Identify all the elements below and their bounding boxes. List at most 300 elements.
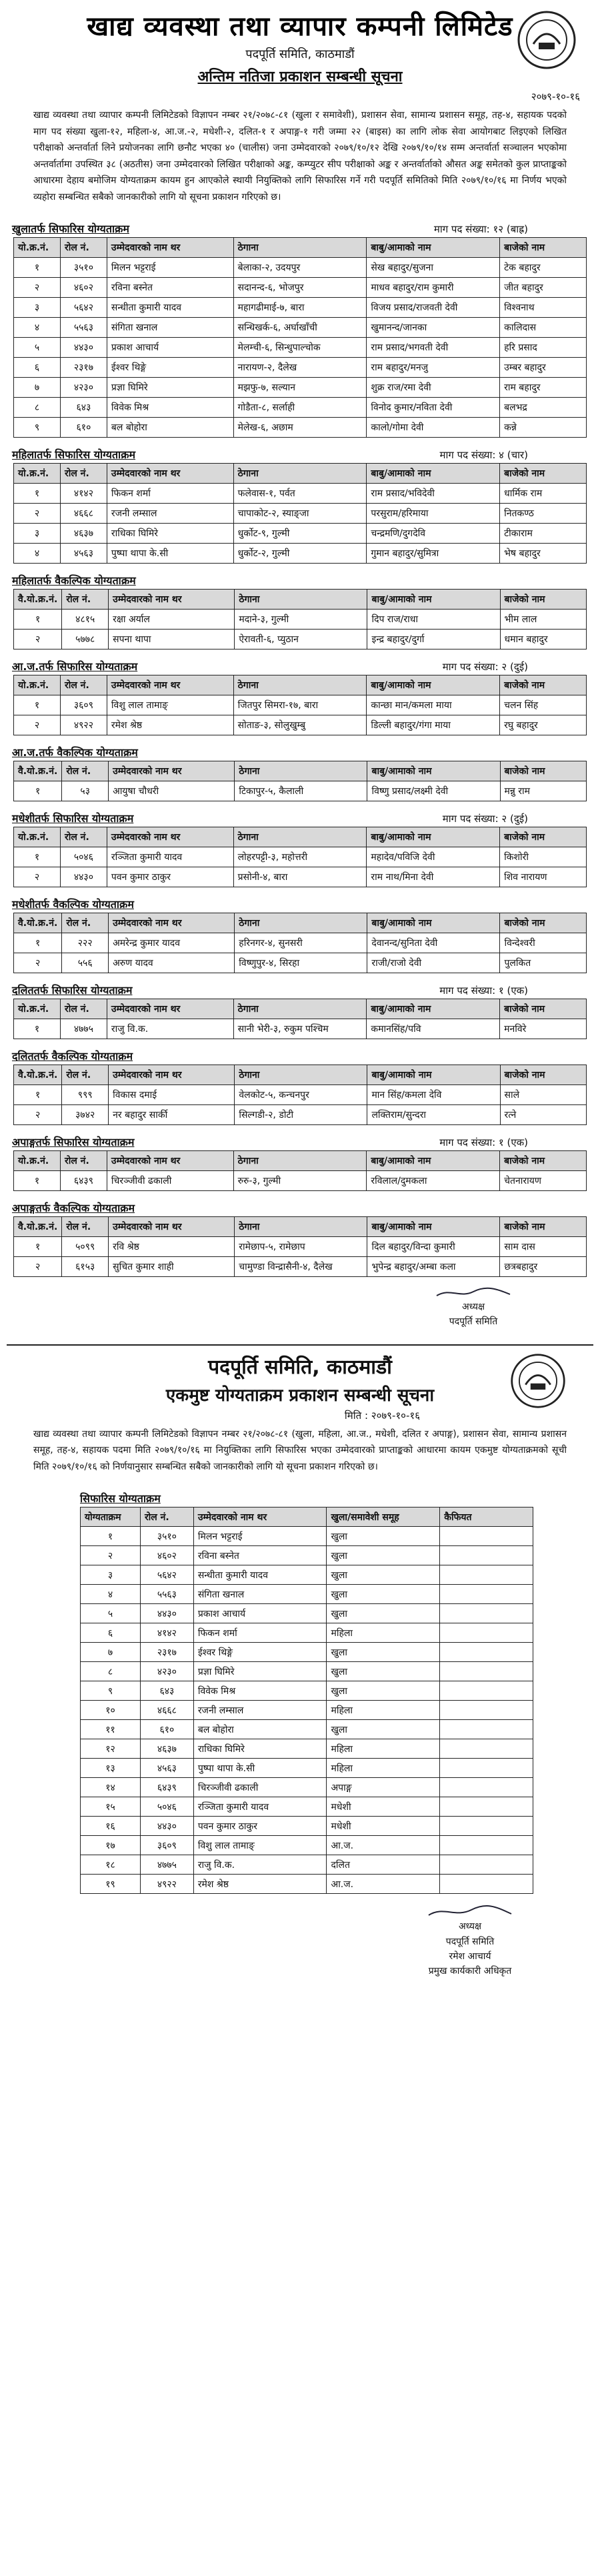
summary-cell: ४२३० bbox=[140, 1662, 193, 1681]
table-row bbox=[14, 1019, 587, 1039]
summary-cell: फिकन शर्मा bbox=[193, 1623, 327, 1643]
summary-cell: ४४३० bbox=[140, 1817, 193, 1836]
summary-cell: ५५६३ bbox=[140, 1585, 193, 1604]
table-row bbox=[14, 630, 587, 649]
summary-cell: १४ bbox=[81, 1778, 141, 1797]
summary-row bbox=[81, 1817, 533, 1836]
summary-cell: रविना बस्नेत bbox=[193, 1546, 327, 1565]
section-title: खुलातर्फ सिफारिस योग्यताक्रम bbox=[12, 222, 129, 235]
result-table bbox=[13, 1216, 587, 1277]
table-cell: लोहरपट्टी-३, महोत्तरी bbox=[233, 847, 367, 867]
summary-cell: २३१७ bbox=[140, 1643, 193, 1662]
table-cell: ५७७८ bbox=[62, 630, 109, 649]
table-header-row bbox=[14, 675, 587, 695]
column-header: ठेगाना bbox=[235, 1217, 367, 1237]
column-header: बाजेको नाम bbox=[500, 827, 587, 847]
column-header: यो.क्र.नं. bbox=[14, 827, 61, 847]
column-header: ठेगाना bbox=[233, 827, 367, 847]
table-cell: १ bbox=[14, 258, 61, 278]
summary-cell bbox=[440, 1875, 533, 1894]
column-header: बाबु/आमाको नाम bbox=[367, 913, 500, 933]
table-cell: कालो/गोमा देवी bbox=[367, 418, 500, 438]
column-header: ठेगाना bbox=[235, 590, 367, 610]
summary-cell: १० bbox=[81, 1701, 141, 1720]
table-row bbox=[14, 1237, 587, 1257]
summary-cell: पुष्पा थापा के.सी bbox=[193, 1759, 327, 1778]
table-header-row bbox=[14, 827, 587, 847]
summary-row bbox=[81, 1565, 533, 1585]
column-header: रोल नं. bbox=[60, 464, 107, 484]
table-cell: ३ bbox=[14, 298, 61, 318]
table-header-row bbox=[14, 1151, 587, 1171]
column-header: उम्मेदवारको नाम थर bbox=[107, 464, 233, 484]
summary-cell: ६ bbox=[81, 1623, 141, 1643]
table-cell: ५०९९ bbox=[62, 1237, 109, 1257]
summary-cell: १३ bbox=[81, 1759, 141, 1778]
summary-cell: ४६०२ bbox=[140, 1546, 193, 1565]
summary-cell: मधेशी bbox=[327, 1817, 440, 1836]
summary-cell: ४१४२ bbox=[140, 1623, 193, 1643]
table-cell: बलभद्र bbox=[500, 398, 587, 418]
summary-cell: मधेशी bbox=[327, 1797, 440, 1817]
table-cell: डिल्ली बहादुर/गंगा माया bbox=[367, 715, 500, 735]
table-cell: भेष बहादुर bbox=[500, 544, 587, 564]
column-header: रोल नं. bbox=[60, 999, 107, 1019]
summary-cell: ५०४६ bbox=[140, 1797, 193, 1817]
table-cell: सेख बहादुर/सुजना bbox=[367, 258, 500, 278]
summary-row bbox=[81, 1855, 533, 1875]
section-title: अपाङ्गतर्फ वैकल्पिक योग्यताक्रम bbox=[12, 1202, 135, 1214]
column-header: बाजेको नाम bbox=[500, 675, 587, 695]
table-cell: ५३ bbox=[62, 781, 109, 801]
summary-cell: ४६३७ bbox=[140, 1739, 193, 1759]
column-header: उम्मेदवारको नाम थर bbox=[109, 913, 235, 933]
notice-date: २०७९-१०-१६ bbox=[531, 91, 580, 103]
table-cell: १ bbox=[14, 933, 62, 953]
company-title: खाद्य व्यवस्था तथा व्यापार कम्पनी लिमिटेड bbox=[87, 11, 513, 42]
table-header-row bbox=[14, 464, 587, 484]
column-header: रोल नं. bbox=[62, 761, 109, 781]
column-header: उम्मेदवारको नाम थर bbox=[107, 675, 233, 695]
table-row bbox=[14, 418, 587, 438]
section-title: महिलातर्फ वैकल्पिक योग्यताक्रम bbox=[12, 574, 136, 587]
demand-count: माग पद संख्या: १ (एक) bbox=[439, 1136, 528, 1148]
final-signature-mark-icon bbox=[393, 1905, 547, 1919]
table-cell: २ bbox=[14, 278, 61, 298]
summary-cell bbox=[440, 1778, 533, 1797]
section-title: अपाङ्गतर्फ सिफारिस योग्यताक्रम bbox=[12, 1136, 135, 1148]
table-cell: राम प्रसाद/भगवती देवी bbox=[367, 338, 500, 358]
summary-cell: ४५६३ bbox=[140, 1759, 193, 1778]
column-header: बाबु/आमाको नाम bbox=[367, 1217, 500, 1237]
summary-table-body bbox=[81, 1527, 533, 1894]
table-cell: विनोद कुमार/नविता देवी bbox=[367, 398, 500, 418]
column-header: वै.यो.क्र.नं. bbox=[14, 1065, 62, 1085]
table-cell: नर बहादुर सार्की bbox=[109, 1105, 235, 1125]
table-cell: लक्तिराम/सुन्दरा bbox=[367, 1105, 500, 1125]
summary-cell: ४ bbox=[81, 1585, 141, 1604]
result-table bbox=[13, 827, 587, 887]
summary-intro-paragraph: खाद्य व्यवस्था तथा व्यापार कम्पनी लिमिटेडको विज्ञापन नम्बर २१/२०७८-८१ (खुला, महिला, आ.ज., मधेशी, दलित र अपाङ्ग), प्रशासन सेवा, सामान्य प्रशासन समूह, तह-४, सहायक पदमा मिति २०७९/१०/१६ मा नियुक्तिका लागि सिफारिस भएका उम्मेदवारको प्राप्ताङ्कको आधारमा कायम एकमुष्ट योग्यताक्रमको सूची मिति २०७९/१०/१६ को निर्णयानुसार सम्बन्धित सबैको जानकारीको लागि यो सूचना प्रकाशन गरिएको छ। bbox=[33, 1428, 567, 1472]
column-header: रोल नं. bbox=[62, 1065, 109, 1085]
table-cell: ऐरावती-६, प्युठान bbox=[235, 630, 367, 649]
table-row bbox=[14, 318, 587, 338]
summary-cell: १ bbox=[81, 1527, 141, 1546]
table-row bbox=[14, 1171, 587, 1191]
table-row bbox=[14, 358, 587, 378]
table-cell: हरिनगर-४, सुनसरी bbox=[235, 933, 367, 953]
summary-cell: महिला bbox=[327, 1739, 440, 1759]
summary-cell: सन्धीता कुमारी यादव bbox=[193, 1565, 327, 1585]
table-cell: सानी भेरी-३, रुकुम पश्चिम bbox=[233, 1019, 367, 1039]
table-cell: शुक्र राज/रमा देवी bbox=[367, 378, 500, 398]
table-cell: १ bbox=[14, 1237, 62, 1257]
table-cell: २ bbox=[14, 504, 61, 524]
summary-cell: खुला bbox=[327, 1643, 440, 1662]
column-header: वै.यो.क्र.नं. bbox=[14, 590, 62, 610]
summary-column-header: कैफियत bbox=[440, 1507, 533, 1527]
summary-cell: १८ bbox=[81, 1855, 141, 1875]
column-header: ठेगाना bbox=[235, 761, 367, 781]
table-cell: छत्रबहादुर bbox=[500, 1257, 587, 1277]
summary-cell: ८ bbox=[81, 1662, 141, 1681]
column-header: रोल नं. bbox=[60, 1151, 107, 1171]
table-cell: अरुण यादव bbox=[109, 953, 235, 973]
table-cell: ६१५३ bbox=[62, 1257, 109, 1277]
table-cell: सन्धिखर्क-६, अर्घाखाँची bbox=[233, 318, 367, 338]
column-header: वै.यो.क्र.नं. bbox=[14, 913, 62, 933]
column-header: यो.क्र.नं. bbox=[14, 464, 61, 484]
summary-cell: २ bbox=[81, 1546, 141, 1565]
summary-row bbox=[81, 1662, 533, 1681]
table-cell: दिल बहादुर/विन्दा कुमारी bbox=[367, 1237, 500, 1257]
column-header: बाजेको नाम bbox=[500, 1151, 587, 1171]
summary-column-header: रोल नं. bbox=[140, 1507, 193, 1527]
committee-subtitle: पदपूर्ति समिति, काठमाडौं bbox=[245, 47, 355, 61]
column-header: बाजेको नाम bbox=[500, 238, 587, 258]
summary-cell: खुला bbox=[327, 1604, 440, 1623]
summary-cell: ३ bbox=[81, 1565, 141, 1585]
summary-row bbox=[81, 1759, 533, 1778]
table-cell: ४९२२ bbox=[60, 715, 107, 735]
table-cell: गुमान बहादुर/सुमित्रा bbox=[367, 544, 500, 564]
table-cell: मान सिंह/कमला देवि bbox=[367, 1085, 500, 1105]
table-cell: ५०४६ bbox=[60, 847, 107, 867]
table-cell: २ bbox=[14, 715, 61, 735]
table-cell: १ bbox=[14, 695, 61, 715]
table-cell: ८ bbox=[14, 398, 61, 418]
column-header: बाबु/आमाको नाम bbox=[367, 590, 500, 610]
table-cell: राम प्रसाद/भविदेवी bbox=[367, 484, 500, 504]
summary-cell: खुला bbox=[327, 1585, 440, 1604]
column-header: ठेगाना bbox=[233, 999, 367, 1019]
table-header-row bbox=[14, 238, 587, 258]
table-cell: देवानन्द/सुनिता देवी bbox=[367, 933, 500, 953]
table-cell: गोडैता-८, सर्लाही bbox=[233, 398, 367, 418]
section-title: आ.ज.तर्फ वैकल्पिक योग्यताक्रम bbox=[12, 746, 138, 759]
table-cell: राम बहादुर bbox=[500, 378, 587, 398]
column-header: उम्मेदवारको नाम थर bbox=[107, 999, 233, 1019]
summary-cell: आ.ज. bbox=[327, 1836, 440, 1855]
summary-cell: खुला bbox=[327, 1565, 440, 1585]
summary-row bbox=[81, 1701, 533, 1720]
table-cell: पुलकित bbox=[500, 953, 587, 973]
table-cell: अमरेन्द्र कुमार यादव bbox=[109, 933, 235, 953]
table-cell: माधव बहादुर/राम कुमारी bbox=[367, 278, 500, 298]
table-cell: विन्देश्वरी bbox=[500, 933, 587, 953]
summary-cell: ९ bbox=[81, 1681, 141, 1701]
table-row bbox=[14, 781, 587, 801]
table-cell: हरि प्रसाद bbox=[500, 338, 587, 358]
section-divider bbox=[7, 1344, 593, 1346]
summary-cell: १५ bbox=[81, 1797, 141, 1817]
summary-cell: ६१० bbox=[140, 1720, 193, 1739]
table-cell: ४५६३ bbox=[60, 544, 107, 564]
summary-cell: मिलन भट्टराई bbox=[193, 1527, 327, 1546]
final-signatory-designation: प्रमुख कार्यकारी अधिकृत bbox=[428, 1966, 512, 1977]
table-cell: टेक बहादुर bbox=[500, 258, 587, 278]
column-header: रोल नं. bbox=[62, 1217, 109, 1237]
column-header: रोल नं. bbox=[60, 675, 107, 695]
table-cell: चेतनारायण bbox=[500, 1171, 587, 1191]
table-cell: २३१७ bbox=[60, 358, 107, 378]
table-cell: सदानन्द-६, भोजपुर bbox=[233, 278, 367, 298]
summary-row bbox=[81, 1720, 533, 1739]
table-cell: ४४३० bbox=[60, 338, 107, 358]
table-cell: सोताङ-३, सोलुखुम्बु bbox=[233, 715, 367, 735]
summary-cell: बल बोहोरा bbox=[193, 1720, 327, 1739]
summary-row bbox=[81, 1778, 533, 1797]
table-cell: विश्वनाथ bbox=[500, 298, 587, 318]
column-header: बाबु/आमाको नाम bbox=[367, 999, 500, 1019]
table-cell: रवि श्रेष्ठ bbox=[109, 1237, 235, 1257]
table-cell: फलेवास-१, पर्वत bbox=[233, 484, 367, 504]
column-header: रोल नं. bbox=[60, 827, 107, 847]
table-cell: २ bbox=[14, 1105, 62, 1125]
table-cell: धार्मिक राम bbox=[500, 484, 587, 504]
table-cell: २ bbox=[14, 953, 62, 973]
column-header: वै.यो.क्र.नं. bbox=[14, 761, 62, 781]
table-cell: ५६४२ bbox=[60, 298, 107, 318]
summary-row bbox=[81, 1546, 533, 1565]
table-cell: ३७४२ bbox=[62, 1105, 109, 1125]
summary-cell: १९ bbox=[81, 1875, 141, 1894]
column-header: ठेगाना bbox=[233, 464, 367, 484]
summary-date: मिति : २०७९-१०-१६ bbox=[344, 1409, 420, 1422]
summary-row bbox=[81, 1836, 533, 1855]
table-cell: कमानसिंह/पवि bbox=[367, 1019, 500, 1039]
table-cell: मनविरे bbox=[500, 1019, 587, 1039]
column-header: बाजेको नाम bbox=[500, 1217, 587, 1237]
table-cell: ४२३० bbox=[60, 378, 107, 398]
table-cell: संगिता खनाल bbox=[107, 318, 233, 338]
table-cell: बल बोहोरा bbox=[107, 418, 233, 438]
result-table bbox=[13, 589, 587, 649]
table-cell: नारायण-२, दैलेख bbox=[233, 358, 367, 378]
table-cell: चन्द्रमणि/दुगदेवि bbox=[367, 524, 500, 544]
summary-cell: ५ bbox=[81, 1604, 141, 1623]
summary-cell: ईश्वर थिङ्गे bbox=[193, 1643, 327, 1662]
table-cell: कान्छा मान/कमला माया bbox=[367, 695, 500, 715]
summary-row bbox=[81, 1643, 533, 1662]
summary-cell: राजु वि.क. bbox=[193, 1855, 327, 1875]
section-title: दलिततर्फ सिफारिस योग्यताक्रम bbox=[12, 984, 133, 997]
table-cell: राम नाथ/मिना देवी bbox=[367, 867, 500, 887]
table-row bbox=[14, 1257, 587, 1277]
result-sections bbox=[7, 221, 593, 1277]
summary-cell: राधिका घिमिरे bbox=[193, 1739, 327, 1759]
summary-cell: महिला bbox=[327, 1759, 440, 1778]
column-header: यो.क्र.नं. bbox=[14, 1151, 61, 1171]
summary-cell: ७ bbox=[81, 1643, 141, 1662]
summary-cell: ६४३ bbox=[140, 1681, 193, 1701]
table-cell: रक्षा अर्याल bbox=[109, 610, 235, 630]
column-header: यो.क्र.नं. bbox=[14, 999, 61, 1019]
column-header: बाबु/आमाको नाम bbox=[367, 238, 500, 258]
table-cell: पवन कुमार ठाकुर bbox=[107, 867, 233, 887]
table-row bbox=[14, 524, 587, 544]
table-cell: २ bbox=[14, 630, 62, 649]
summary-cell: संगिता खनाल bbox=[193, 1585, 327, 1604]
table-cell: राजी/राजो देवी bbox=[367, 953, 500, 973]
summary-header bbox=[7, 1352, 593, 1422]
summary-cell: विवेक मिश्र bbox=[193, 1681, 327, 1701]
table-cell: ४१४२ bbox=[60, 484, 107, 504]
table-cell: खुमानन्द/जानका bbox=[367, 318, 500, 338]
column-header: बाबु/आमाको नाम bbox=[367, 1065, 500, 1085]
table-cell: चलन सिंह bbox=[500, 695, 587, 715]
result-table bbox=[13, 237, 587, 438]
table-cell: विशु लाल तामाङ् bbox=[107, 695, 233, 715]
summary-cell bbox=[440, 1681, 533, 1701]
table-cell: पुष्पा थापा के.सी bbox=[107, 544, 233, 564]
table-cell: जीत बहादुर bbox=[500, 278, 587, 298]
table-cell: २ bbox=[14, 867, 61, 887]
summary-row bbox=[81, 1681, 533, 1701]
table-cell: टिकापुर-५, कैलाली bbox=[235, 781, 367, 801]
summary-cell: १२ bbox=[81, 1739, 141, 1759]
section-heading bbox=[12, 897, 588, 911]
table-cell: १ bbox=[14, 1085, 62, 1105]
summary-cell: रमेश श्रेष्ठ bbox=[193, 1875, 327, 1894]
table-cell: धुर्कोट-२, गुल्मी bbox=[233, 544, 367, 564]
column-header: बाजेको नाम bbox=[500, 464, 587, 484]
column-header: ठेगाना bbox=[233, 238, 367, 258]
summary-cell bbox=[440, 1527, 533, 1546]
signature-title: अध्यक्ष bbox=[461, 1302, 485, 1312]
summary-row bbox=[81, 1797, 533, 1817]
final-signatory-name: रमेश आचार्य bbox=[449, 1951, 491, 1962]
section-title: दलिततर्फ वैकल्पिक योग्यताक्रम bbox=[12, 1050, 133, 1063]
section-heading bbox=[12, 447, 588, 462]
final-signature-block bbox=[393, 1905, 547, 1979]
table-cell: प्रकाश आचार्य bbox=[107, 338, 233, 358]
table-cell: ९९९ bbox=[62, 1085, 109, 1105]
column-header: बाबु/आमाको नाम bbox=[367, 827, 500, 847]
table-row bbox=[14, 398, 587, 418]
table-cell: रविना बस्नेत bbox=[107, 278, 233, 298]
table-header-row bbox=[14, 1217, 587, 1237]
table-row bbox=[14, 298, 587, 318]
table-cell: २२२ bbox=[62, 933, 109, 953]
summary-table bbox=[80, 1507, 533, 1894]
summary-cell: खुला bbox=[327, 1720, 440, 1739]
table-cell: इन्द्र बहादुर/दुर्गा bbox=[367, 630, 500, 649]
summary-cell: रञ्जिता कुमारी यादव bbox=[193, 1797, 327, 1817]
section-title: मधेशीतर्फ सिफारिस योग्यताक्रम bbox=[12, 812, 134, 825]
column-header: बाजेको नाम bbox=[500, 590, 587, 610]
column-header: उम्मेदवारको नाम थर bbox=[107, 827, 233, 847]
summary-cell: विशु लाल तामाङ् bbox=[193, 1836, 327, 1855]
table-cell: मेलेख-६, अछाम bbox=[233, 418, 367, 438]
table-cell: राधिका घिमिरे bbox=[107, 524, 233, 544]
signature-block bbox=[407, 1286, 540, 1330]
summary-cell: ५६४२ bbox=[140, 1565, 193, 1585]
summary-column-header: उम्मेदवारको नाम थर bbox=[193, 1507, 327, 1527]
table-cell: मिलन भट्टराई bbox=[107, 258, 233, 278]
table-cell: साम दास bbox=[500, 1237, 587, 1257]
table-cell: राम बहादुर/मनजु bbox=[367, 358, 500, 378]
table-cell: ४६०२ bbox=[60, 278, 107, 298]
company-logo-icon bbox=[516, 9, 577, 71]
table-row bbox=[14, 1085, 587, 1105]
table-cell: ५ bbox=[14, 338, 61, 358]
summary-section-title: सिफारिस योग्यताक्रम bbox=[80, 1492, 161, 1505]
table-cell: १ bbox=[14, 1019, 61, 1039]
table-cell: बेलाका-२, उदयपुर bbox=[233, 258, 367, 278]
summary-cell bbox=[440, 1623, 533, 1643]
column-header: उम्मेदवारको नाम थर bbox=[107, 238, 233, 258]
document-header bbox=[7, 4, 593, 86]
table-cell: चामुण्डा विन्द्रासैनी-४, दैलेख bbox=[235, 1257, 367, 1277]
summary-cell bbox=[440, 1797, 533, 1817]
signature-committee: पदपूर्ति समिति bbox=[449, 1316, 498, 1328]
summary-cell: महिला bbox=[327, 1701, 440, 1720]
column-header: उम्मेदवारको नाम थर bbox=[109, 590, 235, 610]
table-cell: रजनी लम्साल bbox=[107, 504, 233, 524]
column-header: ठेगाना bbox=[233, 675, 367, 695]
summary-row bbox=[81, 1527, 533, 1546]
table-cell: ६४३ bbox=[60, 398, 107, 418]
section-heading bbox=[12, 1200, 588, 1215]
table-row bbox=[14, 484, 587, 504]
summary-cell bbox=[440, 1739, 533, 1759]
table-cell: नितकण्ठ bbox=[500, 504, 587, 524]
summary-cell: प्रज्ञा घिमिरे bbox=[193, 1662, 327, 1681]
table-cell: १ bbox=[14, 781, 62, 801]
table-cell: उम्बर बहादुर bbox=[500, 358, 587, 378]
table-row bbox=[14, 695, 587, 715]
column-header: रोल नं. bbox=[62, 590, 109, 610]
column-header: बाबु/आमाको नाम bbox=[367, 761, 500, 781]
summary-cell bbox=[440, 1836, 533, 1855]
column-header: उम्मेदवारको नाम थर bbox=[109, 1217, 235, 1237]
table-cell: ४४३० bbox=[60, 867, 107, 887]
table-cell: टीकाराम bbox=[500, 524, 587, 544]
column-header: बाबु/आमाको नाम bbox=[367, 1151, 500, 1171]
table-row bbox=[14, 867, 587, 887]
table-cell: ६१० bbox=[60, 418, 107, 438]
result-table bbox=[13, 463, 587, 564]
summary-cell: पवन कुमार ठाकुर bbox=[193, 1817, 327, 1836]
table-cell: भुपेन्द्र बहादुर/अम्बा कला bbox=[367, 1257, 500, 1277]
table-cell: ४८१५ bbox=[62, 610, 109, 630]
summary-cell: खुला bbox=[327, 1681, 440, 1701]
table-cell: मेलम्ची-६, सिन्धुपाल्चोक bbox=[233, 338, 367, 358]
table-cell: २ bbox=[14, 1257, 62, 1277]
table-cell: शिव नारायण bbox=[500, 867, 587, 887]
summary-cell bbox=[440, 1662, 533, 1681]
